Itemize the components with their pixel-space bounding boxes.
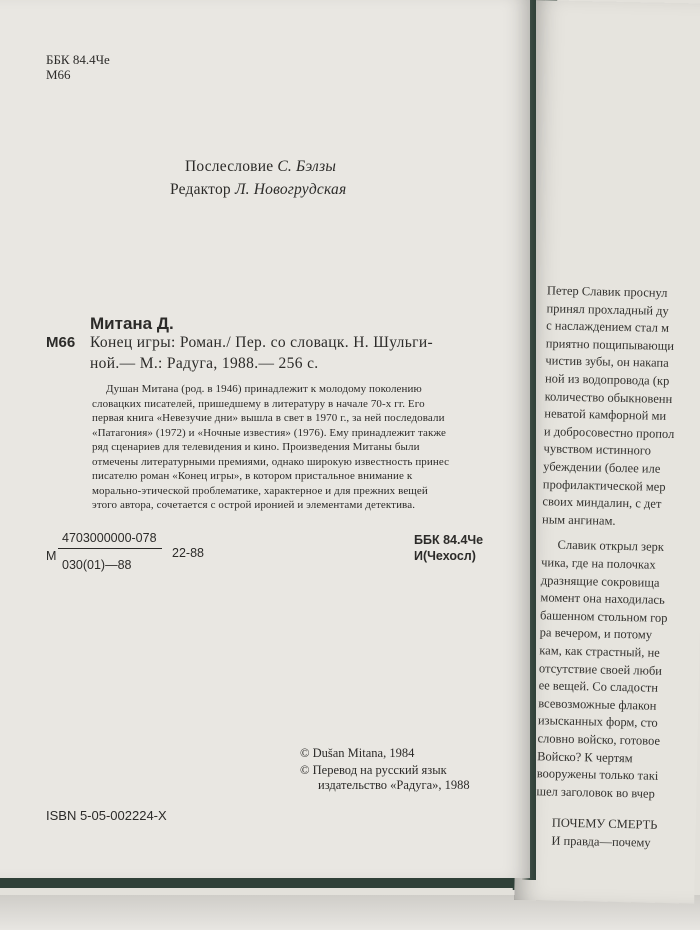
right-page-line: принял прохладный ду	[546, 300, 669, 318]
right-page-line: ной из водопровода (кр	[544, 371, 670, 388]
bbk-index-top: ББК 84.4Че	[46, 52, 110, 67]
right-page-line: с наслаждением стал м	[546, 318, 670, 336]
code-numerator: 4703000000-078	[62, 531, 157, 545]
abstract-line: Душан Митана (род. в 1946) принадлежит к молодому поколению	[106, 383, 422, 395]
right-page-line: своих миндалин, с дет	[542, 494, 662, 511]
right-page-line: башенном стольном гор	[539, 608, 668, 625]
right-page-line: Петер Славик проснул	[546, 283, 668, 300]
right-page-line: Войско? К чертям	[537, 748, 633, 765]
abstract-line: писателю роман «Конец игры», в котором пристальное внимание к	[92, 470, 413, 482]
biblio-line-1: Конец игры: Роман./ Пер. со словацк. Н. Шульги-	[90, 334, 434, 351]
right-page-line: чистив зубы, он накапа	[545, 353, 669, 371]
right-page-line: шел заголовок во вчер	[536, 784, 655, 801]
right-page-line: ным ангинам.	[541, 512, 616, 528]
right-page-line: ее вещей. Со сладостн	[538, 678, 659, 695]
abstract-line: отмечены литературными премиями, однако широкую известность принес	[92, 455, 450, 468]
abstract-line: первая книга «Невезучие дни» вышла в свет в 1970 г., за ней последовали	[92, 412, 445, 424]
code-fraction-bar	[58, 548, 162, 549]
editor-label: Редактор	[170, 181, 231, 198]
right-page-line: ра вечером, и потому	[539, 625, 653, 643]
code-number: 22-88	[172, 546, 204, 560]
abstract-line: «Патагония» (1972) и «Ночные известия» (1976). Ему принадлежит также	[92, 426, 447, 439]
right-page-line: вооружены только такі	[536, 766, 659, 783]
copyright-translation-line-1: © Перевод на русский язык	[300, 763, 447, 777]
right-page-line: отсутствие своей люби	[538, 660, 663, 678]
right-page-line: Славик открыл зерк	[557, 538, 665, 555]
afterword-credit	[185, 158, 336, 176]
author-mark-side: М66	[46, 334, 76, 351]
right-page-line: приятно пощипывающи	[545, 336, 675, 353]
right-page-line: И правда—почему	[551, 833, 651, 850]
copyright-original: © Dušan Mitana, 1984	[300, 746, 415, 760]
right-page-line: количество обыкновенн	[544, 388, 673, 406]
bbk-index-bottom: ББК 84.4Че	[414, 533, 484, 547]
abstract-line: морально-этической проблематике, характерное и для прежних вещей	[92, 484, 428, 497]
author-mark-top: М66	[46, 67, 71, 82]
right-page-line: изысканных форм, сто	[537, 713, 658, 731]
editor-credit	[170, 181, 346, 199]
copyright-translation-line-2: издательство «Радуга», 1988	[318, 778, 470, 792]
afterword-label: Послесловие	[185, 158, 274, 175]
right-page-line: и добросовестно пропол	[543, 424, 675, 441]
right-page-line: дразнящие сокровища	[540, 572, 660, 590]
isbn: ISBN 5-05-002224-X	[46, 808, 167, 823]
right-page-line: чувством истинного	[543, 441, 652, 458]
right-page-text	[533, 0, 700, 850]
right-page-line: убеждении (более иле	[543, 459, 661, 476]
right-page-line: кам, как страстный, не	[539, 643, 660, 660]
right-page-line: словно войско, готовое	[537, 731, 661, 748]
code-letter: М	[46, 549, 57, 563]
right-page-line: ПОЧЕМУ СМЕРТЬ	[551, 815, 658, 833]
code-denominator: 030(01)—88	[62, 558, 132, 572]
right-page-line: профилактической мер	[542, 476, 666, 494]
right-page-line: всевозможные флакон	[538, 696, 657, 713]
abstract-block	[92, 382, 512, 513]
abstract-line: словацких писателей, пришедшему в литературу в начале 70-х гг. Его	[92, 397, 425, 410]
right-page	[514, 0, 700, 904]
afterword-name: С. Бэлзы	[277, 158, 337, 175]
classification-bottom: И(Чехосл)	[414, 549, 476, 563]
abstract-line: ряд сценариев для телевидения и кино. Произведения Митаны были	[92, 441, 420, 453]
right-page-line: момент она находилась	[540, 590, 665, 608]
biblio-line-2: ной.— М.: Радуга, 1988.— 256 с.	[90, 355, 319, 372]
right-page-line: неватой камфорной ми	[544, 406, 667, 424]
right-page-line: чика, где на полочках	[541, 555, 656, 572]
editor-name: Л. Новогрудская	[234, 181, 347, 198]
abstract-line: этого автора, сочетается с острой иронией и элементами детектива.	[92, 499, 416, 511]
author-heading: Митана Д.	[90, 314, 174, 333]
